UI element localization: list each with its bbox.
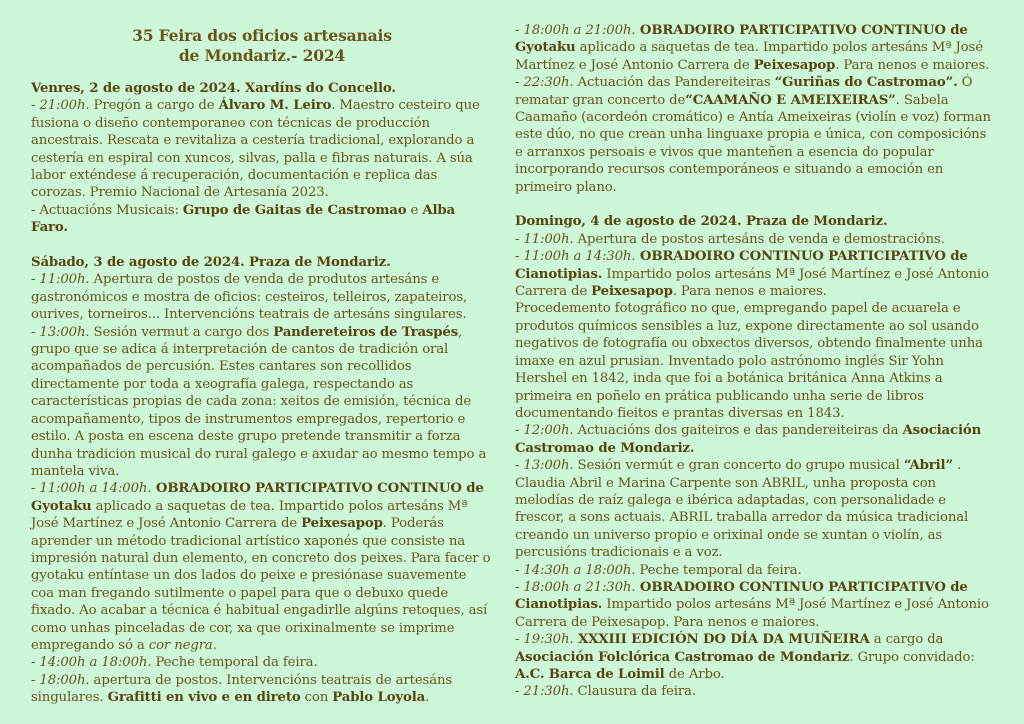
sunday-event-1: - 11:00h. Apertura de postos artesáns de venda e demostracións. bbox=[515, 231, 945, 247]
saturday-event-4: - 14:00h a 18:00h. Peche temporal da feira. bbox=[31, 655, 318, 671]
saturday-event-5: - 18:00h. apertura de postos. Intervencións teatrais de artesáns singulares. Grafitti en vivo e en direto con Pablo Loyola. bbox=[31, 672, 453, 706]
saturday-heading: Sábado, 3 de agosto de 2024. Praza de Mondariz. bbox=[31, 255, 391, 271]
sunday-heading: Domingo, 4 de agosto de 2024. Praza de Mondariz. bbox=[515, 214, 888, 230]
sunday-event-6: - 18:00h a 21:30h. OBRADOIRO CONTINUO PARTICIPATIVO de Cianotipias. Impartido polos artesáns Mª José Martínez e José Antonio Carrera de Peixesapop. Para nenos e maiores. bbox=[515, 579, 989, 630]
title-line-2: de Mondariz.- 2024 bbox=[178, 46, 346, 65]
sunday-event-2: - 11:00h a 14:30h. OBRADOIRO CONTINUO PARTICIPATIVO de Cianotipias. Impartido polos artesáns Mª José Martínez e José Antonio Carrera de Peixesapop. Para nenos e maiores. bbox=[515, 249, 989, 300]
sunday-event-3: - 12:00h. Actuacións dos gaiteiros e das pandereiteiras da Asociación Castromao de Mondariz. bbox=[515, 423, 982, 456]
saturday-event-7: - 22:30h. Actuación das Pandereiteiras “Guriñas do Castromao”. Ó rematar gran concerto de“CAAMAÑO E AMEIXEIRAS”. Sabela Caamaño (acordeón cromático) e Antía Ameixeiras (violín e voz) forman este dúo, no que crean unha linguaxe propia e única, con composicións e arranxos persoais e vivos que manteñen a esencia do popular incorporando recursos contemporáneos e situando a emoción en primeiro plano. bbox=[515, 75, 991, 195]
left-column bbox=[31, 26, 493, 707]
right-column bbox=[515, 22, 993, 701]
sunday-event-8: - 21:30h. Clausura da feira. bbox=[515, 684, 696, 700]
sunday-event-4: - 13:00h. Sesión vermút e gran concerto do grupo musical “Abril” . Claudia Abril e Marina Carpente son ABRIL, unha proposta con melodías de raíz galega e ibérica adaptadas, con personalidade e frescor, a sons actuais. ABRIL traballa arredor da música tradicional creando un universo propio e orixinal onde se xuntan o violín, as percusións tradicionais e a voz. bbox=[515, 458, 969, 561]
friday-heading: Venres, 2 de agosto de 2024. Xardíns do Concello. bbox=[31, 81, 396, 96]
saturday-event-6: - 18:00h a 21:00h. OBRADOIRO PARTICIPATIVO CONTINUO de Gyotaku aplicado a saquetas de tea. Impartido polos artesáns Mª José Martínez e José Antonio Carrera de Peixesapop. Para nenos e maiores. bbox=[515, 23, 990, 73]
saturday-event-1: - 11:00h. Apertura de postos de venda de produtos artesáns e gastronómicos e mostra de oficios: cesteiros, telleiros, zapateiros, ourives, torneiros... Intervencións teatrais de artesáns singulares. bbox=[31, 272, 468, 323]
saturday-event-2: - 13:00h. Sesión vermut a cargo dos Pandereteiros de Traspés, grupo que se adica á interpretación de cantos de tradición oral acompañados de percusión. Estes cantares son recollidos directamente por toda a xeografía galega, respectando as características propias de cada zona: xeitos de emisión, técnica de acompañamento, tipos de instrumentos empregados, repertorio e estilo. A posta en escena deste grupo pretende transmitir a forza dunha tradicion musical do rural galego e axudar ao mesmo tempo a mantela viva. bbox=[31, 324, 487, 479]
sunday-event-5: - 14:30h a 18:00h. Peche temporal da feira. bbox=[515, 562, 802, 578]
saturday-event-3: - 11:00h a 14:00h. OBRADOIRO PARTICIPATIVO CONTINUO de Gyotaku aplicado a saquetas de tea. Impartido polos artesáns Mª José Martínez e José Antonio Carrera de Peixesapop. Poderás aprender un método tradicional artístico xaponés que consiste na impresión natural dun elemento, en concreto dos peixes. Para facer o gyotaku entíntase un dos lados do peixe e presiónase suavemente coa man fregando sutilmente o papel para que o debuxo quede fixado. Ao acabar a técnica é habitual engadirlle algúns retoques, así como unhas pinceladas de cor, xa que orixinalmente se imprime empregando só a cor negra. bbox=[31, 481, 491, 653]
sunday-event-2-description: Procedemento fotográfico no que, empregando papel de acuarela e produtos químicos sensibles a luz, expone directamente ao sol usando negativos de fotografía ou obxectos diversos, obtendo finalmente unha imaxe en azul prusian. Inventado polo astrónomo inglés Sir Yohn Hershel en 1842, inda que foi a botánica británica Anna Atkins a primeira en poñelo en prática publicando unha serie de libros documentando fieitos e prantas diversas en 1843. bbox=[515, 301, 983, 421]
page-title bbox=[31, 26, 493, 66]
friday-event-2: - Actuacións Musicais: Grupo de Gaitas de Castromao e Alba Faro. bbox=[31, 202, 456, 236]
friday-event-1: - 21:00h. Pregón a cargo de Álvaro M. Leiro. Maestro cesteiro que fusiona o diseño contemporaneo con técnicas de producción ancestrais. Rescata e revitaliza a cestería tradicional, explorando a cestería en espiral con xuncos, silvas, palla e fibras naturais. A súa labor exténdese á recuperación, documentación e replica das corozas. Premio Nacional de Artesanía 2023. bbox=[31, 98, 480, 201]
sunday-event-7: - 19:30h. XXXIII EDICIÓN DO DÍA DA MUIÑEIRA a cargo da Asociación Folclórica Castromao de Mondariz. Grupo convidado: A.C. Barca de Loimil de Arbo. bbox=[515, 632, 975, 683]
title-line-1: 35 Feira dos oficios artesanais bbox=[132, 26, 392, 45]
